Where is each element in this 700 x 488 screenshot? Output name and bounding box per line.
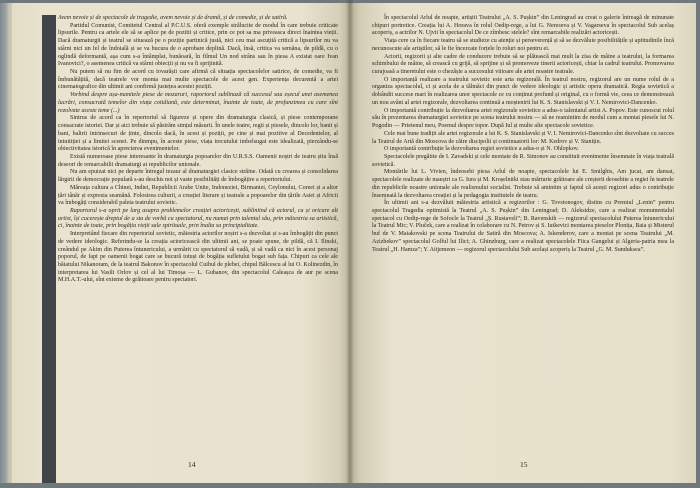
paragraph: Viața cere ca în fiecare teatru să se studieze cu atenție și perseverență și să se dezvăluie posibilitățile și aptitudinile încă necunoscute ale artiștilor, să le fie încercate forțele în roluri noi pentru ei.: [372, 38, 674, 52]
paragraph: Montările lui L. Vivien, îndeosebi piesa Arlul de noapte, spectacolele lui E. Smilghis, Am jucat, am dansat, spectacolele realizate de maeștri ca G. Iura și M. Kroșelnitki stau mărturie grăitoare ale creșterii deosebite a regiei în teatrele din republicile noastre unionale ale realismului socialist. Trebuie să amintim și faptul că acești regizori adus o contribuție însemnată la dezvoltarea creației și la pedagogia institutele de teatru.: [372, 169, 674, 199]
paragraph: Raportorul s-a oprit pe larg asupra problemelor creației actoricești, subliniind că actorul, ca și oricare alt artist, își cucerește dreptul de a sta de vorbă cu spectatorul, nu numai prin talentul său, prin măiestria sa artistică, ci, înainte de toate, prin bogăția vieții sale spirituale, prin înalta sa principialitate.: [58, 207, 338, 230]
paragraph: În spectacolul Arlul de noapte, artiștii Teatrului „A. S. Pușkin” din Leningrad au creat o galerie întreagă de minunate chipuri portretice. Creația lui A. Horava în rolul Oedip-rege, a lui G. Nereseva și V. Vagarseva în spectacolul Sub acelaș acoperiș, a actrilor N. Ujvii în spectacolul De ce zîmbesc stelele? sînt remarcabile realizări actoricești.: [372, 15, 674, 37]
book-cover-bottom-edge: [0, 483, 700, 488]
book-cover-right-edge: [696, 0, 700, 488]
page-edge-strip: [42, 15, 56, 483]
paragraph: Vorbind despre așa-numitele piese de mozaruri, raportorul sublinază că succesul sau eșecul unei asemenea lucrări, consacrată temelor din viața cotidiană, este determinat, înainte de toate, de profunzimea cu care sînt rezolvate aceste teme (...): [58, 92, 338, 114]
paragraph: În ultimii ani s-a dezvăluit măiestria artistică a regizorilor : G. Tovstonogov, distins cu Premiul „Lenin” pentru spectacolul Tragedia optimistă la Teatrul „A. S. Pușkin” din Leningrad; D. Aleksidze, care a realizat monumentalul spectacol cu Oedip-rege de Sofocle la Teatrul „Ș. Rustaveli”; B. Ravenskih — regizorul spectacolului Puterea întunericului la Teatrul Mic; V. Pluček, care a realizat în colaborare cu N. Petrov și S. Iutkevici montarea pieselor Plonița, Baia și Misterul buf de V. Maiakovski pe scena Teatrului de Satiră din Moscova; A. Iskenderov, care a montat pe scena Teatrului „M. Azizbekov” spectacolul Golful lui Ilici; A. Ghinzburg, care a realizat spectacolele Fiica Gangelui și Algeria-patria mea la Teatrul „H. Hamza”; Y. Aitjemeon — regizorul spectacolului Sub același acoperiș la Teatrul „G. M. Sunduksea”.: [372, 200, 674, 253]
left-page-text: [58, 15, 338, 285]
left-page: [12, 3, 350, 483]
paragraph: Sintrus de acord ca în repertoriul să figureze și opere din dramaturgia clasică, și piese contemporane consacrate istoriei. Dar și aici trebuie să păstrăm simțul măsurii. În unele teatre, regii și piesele, dincolo lor, banii și bani, baltrii intrinsecuri de ținte, dincolo dacă, în acest și poziții, pe cine și mai pozitive al Decedentelor, al intuitiției și a limitei scenei. Pe dinmpu, în aceste piese, viața trecutului imbelsugat este idealizată, pierzându-se obiectivitatea istorică în aprecierea evenimentelor.: [58, 115, 338, 153]
paragraph: O importantă contribuție la dezvoltarea artei regizorale sovietice a adus-o talentatul artist A. Popov. Este cunoscut rolul său în prezentarea dramaturgiei sovietice pe scena teatrului nostru — să ne reamintim de modul cum a montat piesele lui N. Pogodin — Prietenul meu, Poemul despre topor. După Iul și multe alte spectacole sovietice.: [372, 107, 674, 130]
right-page-text: [372, 15, 674, 254]
paragraph: Spectacolele pregătite de I. Zavadski și cele montate de R. Simonov au constituit evenimente însemnate în viața teatrală sovietică.: [372, 153, 674, 168]
book-gutter: [346, 0, 354, 488]
page-number: 15: [520, 460, 528, 469]
paragraph: O importantă contribuție la dezvoltarea regiei sovietice a adus-o și N. Ohlopkov.: [384, 146, 579, 153]
right-page: [350, 3, 696, 483]
paragraph: Avem nevoie și de spectacole de tragedie, avem nevoie și de dramă, și de comedie, și de satiră.: [58, 15, 288, 21]
paragraph: Măreața cultura a Chinei, Indiei, Republicii Arabe Unite, Indoneziei, Birmaniei, Ceylonului, Coreei și a altor țări tânăr și expresia seamănă. Folosirea culturii, a creației literare și teatrale a popoarelor din țările Asiei și Africii va îmbogăți considerabil paleta teatrului sovietic.: [58, 184, 338, 207]
paragraph: Nu putem să nu fim de acord cu tovarășii care afirmă că situația spectacolelor satirice, de comedie, va fi îmbunătățită, dacă teatrele vor monta mai multe spectacole de acest gen. Experiența decurentă a artei cinematografice din ultimii ani confirmă justețea acestei poziții.: [58, 69, 338, 91]
paragraph: Cele mai bune tradiții ale artei regizorale a lui K. S. Stanislavski și V. I. Nemirovici-Dancenko sînt dezvoltate cu succes la Teatrul de Artă din Moscova de către discipolii și continuatorii lor: M. Kedrov și V. Stanițin.: [372, 130, 674, 145]
paragraph: Actorii, regizorii și alte cadre de conducere trebuie să se plătească mai mult la zisa de mâine a teatrului, la formarea schimbului de mâine, să crească cu grijă, să sprijine și să promoveze tinerii actoricești, chiar la cadrul teatrului. Promovarea curajoasă a tineretului este o chezășie a succesului viitoare ale artei noastre teatrale.: [372, 53, 674, 76]
page-number: 14: [188, 460, 196, 469]
paragraph: Nu am epuizat nici pe departe întregul tezaur al dramaturgiei clasice străine. Odată cu crearea și consolidarea lărgirii de democrație populară s-au deschis noi și vaste posibilități de îmbogățire a repertoriului.: [58, 169, 338, 184]
paragraph: Interpretând fiecare din repertoriul sovietic, măiestria actorilor noștri s-a dezvoltat și s-au îmbogățit din punct de vedere ideologic. Referindu-se la creația actoricească din ultimii ani, se poate spune, de pildă, că I. Ilinski, creândul pe Akim din Puterea întunericului, a urmărit cu spectatorul să vadă, și să vadă ca nici în acest personaj poporul, de fapt pe oamenii bogat care se bucură totuși de bogăția sufletului bogat sub fața. Chipuri ca cele ale băiatului Nikanoram, de la teatrul Bakonov în spectacolul Cuibul de plebei, chipul Bălcescu al lui O. Kolinezdin, în interpretarea lui Vasili Orlov și cel al lui Timoșa — L. Gubanov, din spectacolul Caleașca de aur pe scena M.H.A.T.-ului, sînt exteme de grăitoare pentru spectatori.: [58, 231, 338, 284]
paragraph: Partidul Comunist, Comitetul Central al P.C.U.S. oferă exemple strălucite de modul în care trebuie criticate lipsurile. Pentru ca artele ele să se aplice pe de pozitii și critice, prin ce pot sa ma priveasca direct înaintea vieții. Dacă dramaturgii și teatrul se situează pe o poziție partinică justă, nici ceu mai ascuțită critică a lipsurilor nu va stârni nici un fel de îndoială și se va bucura de o aprobare deplină. Dacă, însă, critica va semăna, de pildă, cu o oglindă deformantă, așa cum s-a întâmplat, bunăoară, în filmul Un nod strâns sau în piesa A existat oare Ivan Ivanovici?, o asemenea critică va stârni obiecții și nu va fi sprijinită.: [58, 22, 338, 68]
paragraph: O importanță realizare a teatrului sovietic este arta regizorală. În teatrul nostru, regizorul are un nume rolul de a organiza spectacolul, ci și acela de a tălmăci din punct de vedere ideologic și artistic opera dramatică. Regia sovietică a dobândit succese mari în realizarea unor spectacole ce cu conținut profund și original, cu o formă vie, ceea ce demonstrează un nou avânt al artei regizorale, dezvoltarea continuă a moștenirii lui K. S. Stanislavski și V. I. Nemirovici-Dancenko.: [372, 76, 674, 106]
paragraph: Există numeroase piese interesante în dramaturgia popoarelor din U.R.S.S. Oamenii noștri de teatru știu însă deseori de remarcabilii dramaturgi ai republicilor unionale.: [58, 153, 338, 168]
